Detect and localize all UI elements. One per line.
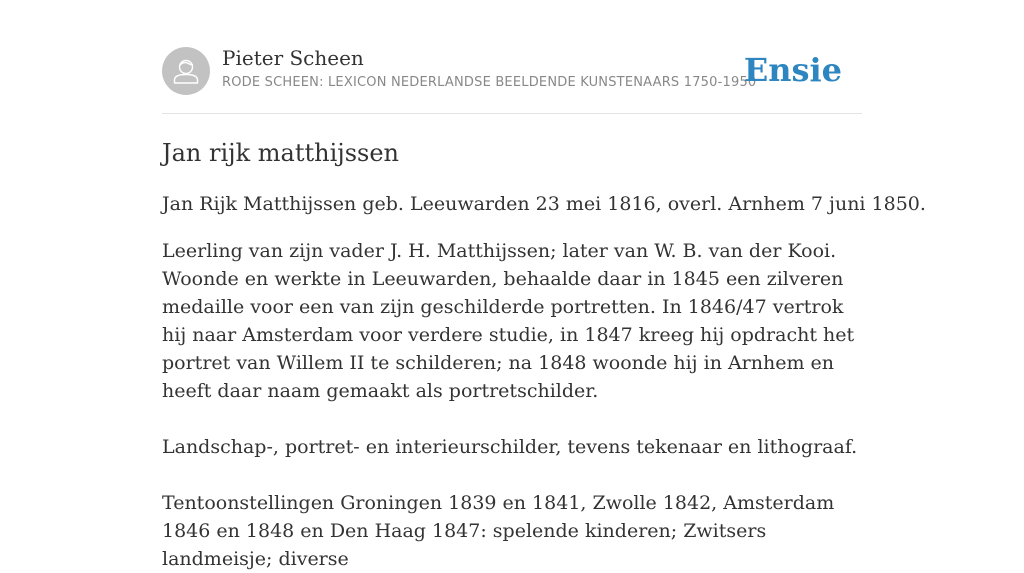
author-name[interactable]: Pieter Scheen [222, 46, 364, 70]
paragraph: Tentoonstellingen Groningen 1839 en 1841, Zwolle 1842, Amsterdam 1846 en 1848 en Den Haag 1847: spelende kinderen; Zwitsers landmeisje; diverse [162, 492, 835, 570]
article-title: Jan rijk matthijssen [162, 139, 399, 167]
author-avatar[interactable] [162, 47, 210, 95]
paragraph: Landschap-, portret- en interieurschilder, tevens tekenaar en lithograaf. [162, 436, 858, 458]
source-title[interactable]: RODE SCHEEN: LEXICON NEDERLANDSE BEELDENDE KUNSTENAARS 1750-1950 [222, 75, 757, 90]
article-header [162, 46, 862, 96]
paragraph: Jan Rijk Matthijssen geb. Leeuwarden 23 mei 1816, overl. Arnhem 7 juni 1850. [162, 193, 926, 215]
article-body [162, 138, 926, 573]
brand-logo[interactable]: Ensie [743, 51, 842, 89]
user-icon [162, 47, 210, 95]
paragraph: Leerling van zijn vader J. H. Matthijssen; later van W. B. van der Kooi. Woonde en werkte in Leeuwarden, behaalde daar in 1845 een zilveren medaille voor een van zijn geschilderde portretten. In 1846/47 vertrok hij naar Amsterdam voor verdere studie, in 1847 kreeg hij opdracht het portret van Willem II te schilderen; na 1848 woonde hij in Arnhem en heeft daar naam gemaakt als portretschilder. [162, 240, 855, 402]
header-divider [162, 113, 862, 114]
